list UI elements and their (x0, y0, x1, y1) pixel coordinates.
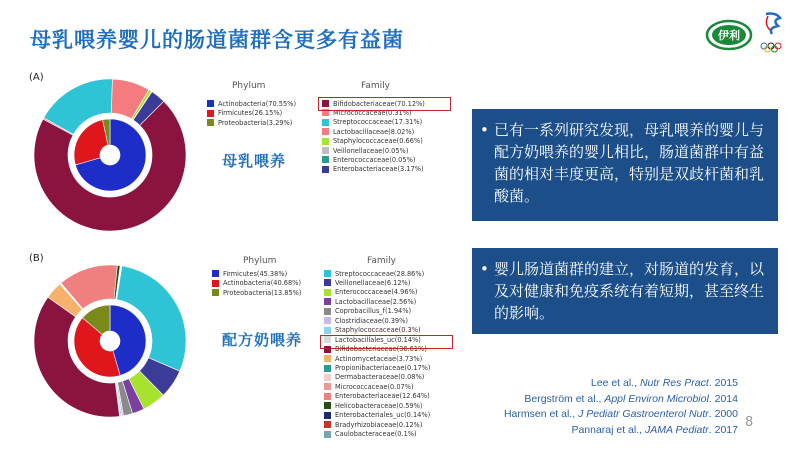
panel-b-family-legend-label: Veillonellaceae(6.12%) (335, 278, 411, 287)
panel-a-family-legend-label: Enterobacteriaceae(3.17%) (333, 165, 424, 174)
panel-b-family-legend-item (324, 354, 422, 363)
panel-b-family-legend-item (324, 297, 416, 306)
panel-b-phylum-legend-swatch (212, 280, 219, 287)
panel-b-bifidobacteriaceae-highlight (320, 335, 453, 349)
panel-b-family-header: Family (367, 256, 396, 266)
panel-a-family-legend-swatch (322, 128, 329, 135)
panel-b-family-legend-item (324, 420, 422, 429)
panel-b-family-legend-swatch (324, 393, 331, 400)
panel-b-family-legend-item (324, 382, 414, 391)
panel-b-family-legend-swatch (324, 402, 331, 409)
panel-b-phylum-legend-item (212, 288, 302, 297)
panel-a-phylum-legend-item (207, 118, 292, 127)
panel-a-phylum-header: Phylum (232, 81, 266, 91)
panel-b-phylum-legend-label: Actinobacteria(40.68%) (223, 279, 302, 287)
panel-b-family-legend-item (324, 288, 417, 297)
panel-b-phylum-legend-label: Proteobacteria(13.85%) (223, 288, 302, 297)
panel-a-phylum-legend-label: Proteobacteria(3.29%) (218, 118, 293, 127)
panel-a-phylum-legend-swatch (207, 100, 214, 107)
reference-1: Lee et al., Nutr Res Pract. 2015 (590, 377, 738, 389)
finding-text-1: 已有一系列研究发现，母乳喂养的婴儿与配方奶喂养的婴儿相比，肠道菌群中有益菌的相对丰度更高，特别是双歧杆菌和乳酸菌。 (494, 121, 765, 205)
panel-b-family-legend-swatch (324, 279, 331, 286)
references (504, 376, 738, 438)
panel-b-phylum-legend-label: Firmicutes(45.38%) (223, 269, 288, 278)
panel-a-family-legend-item (322, 118, 422, 127)
panel-b-phylum-legend-item (212, 269, 287, 278)
panel-b-family-legend-swatch (324, 412, 331, 419)
panel-a-family-legend-label: Micrococcaceae(0.31%) (333, 108, 412, 117)
panel-b-family-legend-item (324, 307, 411, 316)
panel-b-family-legend-item (324, 278, 410, 287)
panel-b-family-legend-swatch (324, 327, 331, 334)
bullet-icon: • (480, 121, 489, 139)
panel-b-phylum-header: Phylum (243, 256, 277, 266)
panel-b-family-legend-label: Lactobacillales_uc(0.14%) (335, 335, 421, 344)
panel-b-family-legend-label: Enterobacteriaceae(12.64%) (335, 392, 430, 401)
panel-a-family-legend-label: Staphylococcaceae(0.66%) (333, 137, 423, 146)
panel-a-donut-chart (30, 75, 200, 235)
panel-a-bifidobacteriaceae-highlight (318, 97, 451, 111)
panel-b-phylum-legend-item (212, 279, 301, 288)
reference-3: Harmsen et al., J Pediatr Gastroenterol Nutr. 2000 (503, 408, 738, 420)
panel-a-phylum-legend-swatch (207, 119, 214, 126)
panel-b-family-legend-swatch (324, 355, 331, 362)
panel-a-family-legend-swatch (322, 147, 329, 154)
panel-b-family-legend-item (324, 401, 422, 410)
panel-b-family-legend-label: Micrococcaceae(0.07%) (335, 382, 414, 391)
panel-a-family-legend-item (322, 165, 424, 174)
panel-b-donut-chart (30, 261, 200, 421)
panel-a-label: (A) (29, 72, 44, 83)
reference-4: Pannaraj et al., JAMA Pediatr. 2017 (571, 423, 738, 436)
microbiota-figure (27, 68, 457, 443)
panel-b-family-legend-item (324, 364, 430, 373)
panel-a-family-legend-swatch (322, 119, 329, 126)
panel-b-family-legend-swatch (324, 421, 331, 428)
panel-b-family-legend-label: Caulobacteraceae(0.1%) (335, 430, 417, 439)
panel-a-family-legend-swatch (322, 156, 329, 163)
panel-b-family-legend-label: Dermabacteraceae(0.08%) (335, 373, 425, 382)
panel-a-phylum-legend-swatch (207, 110, 214, 117)
bullet-icon: • (480, 260, 489, 278)
panel-b-family-legend-swatch (324, 317, 331, 324)
panel-a-phylum-legend-label: Firmicutes(26.15%) (218, 109, 283, 117)
finding-text-2: 婴儿肠道菌群的建立，对肠道的发育，以及对健康和免疫系统有着短期，甚至终生的影响。 (494, 260, 765, 322)
finding-box-1 (472, 109, 778, 221)
panel-a-phylum-legend-item (207, 99, 296, 108)
panel-b-family-legend-label: Actinomycetaceae(3.73%) (335, 354, 423, 363)
panel-b-family-legend-item (324, 326, 421, 335)
panel-b-family-legend-label: Streptococcaceae(28.86%) (335, 269, 425, 278)
panel-b-family-legend-label: Bifidobacteriaceae(36.61%) (335, 345, 427, 354)
panel-b-family-legend-label: Clostridiaceae(0.39%) (335, 316, 408, 325)
slide-title: 母乳喂养婴儿的肠道菌群含更多有益菌 (30, 28, 404, 52)
panel-b-family-legend-swatch (324, 308, 331, 315)
panel-b-family-legend-item (324, 316, 408, 325)
panel-b-family-legend-label: Lactobacillaceae(2.56%) (335, 297, 417, 306)
breastfed-label: 母乳喂养 (222, 152, 287, 170)
panel-a-phylum-legend-label: Actinobacteria(70.55%) (218, 99, 297, 108)
panel-b-family-legend-swatch (324, 383, 331, 390)
panel-a-family-legend-label: Enterococcaceae(0.05%) (333, 155, 416, 164)
finding-box-2 (472, 248, 778, 334)
panel-a-family-legend-swatch (322, 138, 329, 145)
panel-b-family-legend-item (324, 269, 424, 278)
panel-b-family-legend-item (324, 430, 417, 439)
panel-b-family-legend-label: Helicobacteraceae(0.59%) (335, 401, 423, 410)
panel-b-family-legend-label: Propionibacteriaceae(0.17%) (335, 364, 431, 372)
winter-games-logo (758, 10, 790, 54)
panel-b-family-legend-label: Bradyrhizobiaceae(0.12%) (335, 420, 423, 429)
yili-logo (705, 18, 753, 52)
reference-2: Bergström et al., Appl Environ Microbiol. 2014 (524, 392, 738, 405)
panel-b-family-legend-swatch (324, 298, 331, 305)
panel-a-family-legend-label: Veillonellaceae(0.05%) (333, 146, 409, 155)
panel-a-family-header: Family (361, 81, 390, 91)
panel-b-label: (B) (29, 253, 44, 264)
panel-a-family-legend-label: Bifidobacteriaceae(70.12%) (333, 99, 425, 108)
panel-b-family-legend-swatch (324, 431, 331, 438)
panel-b-family-legend-label: Coprobacillus_f(1.94%) (335, 307, 412, 316)
panel-a-family-legend-item (322, 137, 423, 146)
panel-a-family-legend-item (322, 127, 414, 136)
panel-a-family-legend-label: Lactobacillaceae(8.02%) (333, 127, 415, 136)
panel-b-family-legend-item (324, 373, 424, 382)
panel-a-family-legend-swatch (322, 166, 329, 173)
page-number: 8 (745, 415, 754, 430)
panel-a-family-legend-item (322, 155, 415, 164)
panel-b-family-legend-label: Enterococcaceae(4.96%) (335, 288, 418, 297)
panel-b-family-legend-item (324, 392, 430, 401)
panel-a-phylum-legend-item (207, 109, 282, 118)
panel-b-family-legend-item (324, 411, 430, 420)
panel-a-family-legend-item (322, 146, 408, 155)
panel-b-family-legend-swatch (324, 270, 331, 277)
panel-b-family-legend-swatch (324, 365, 331, 372)
panel-b-family-legend-label: Staphylococcaceae(0.3%) (335, 326, 421, 335)
panel-b-phylum-legend-swatch (212, 270, 219, 277)
panel-b-phylum-legend-swatch (212, 289, 219, 296)
panel-a-family-legend-label: Streptococcaceae(17.31%) (333, 118, 423, 127)
panel-b-family-legend-swatch (324, 289, 331, 296)
panel-b-family-legend-label: Enterobacteriales_uc(0.14%) (335, 411, 431, 420)
formula-fed-label: 配方奶喂养 (222, 331, 303, 349)
panel-b-family-legend-swatch (324, 374, 331, 381)
svg-text:伊利: 伊利 (718, 29, 740, 42)
